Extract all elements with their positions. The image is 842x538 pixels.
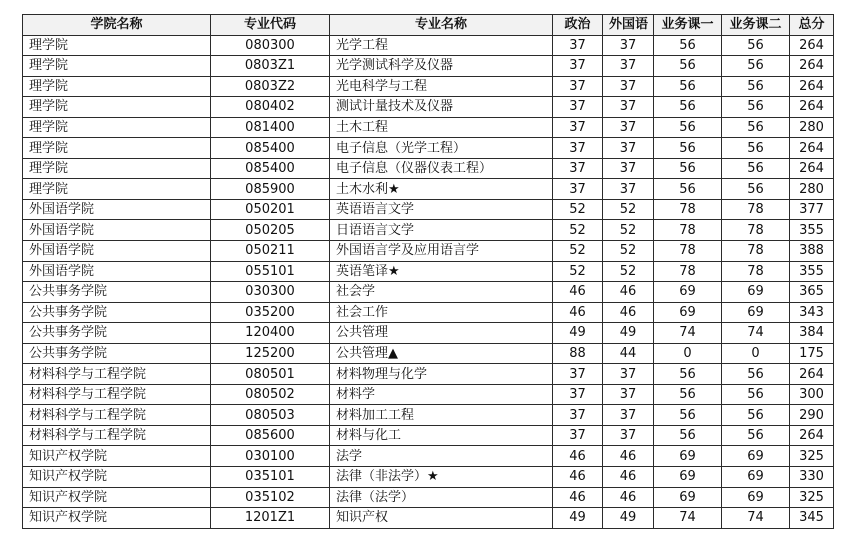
code-cell: 080501 — [211, 364, 330, 385]
subject-two-cell: 74 — [722, 508, 790, 529]
foreign-language-cell: 52 — [603, 220, 654, 241]
total-cell: 388 — [790, 241, 834, 262]
school-cell: 材料科学与工程学院 — [23, 364, 211, 385]
politics-cell: 46 — [553, 282, 603, 303]
subject-one-cell: 56 — [654, 384, 722, 405]
school-cell: 外国语学院 — [23, 261, 211, 282]
score-table — [22, 14, 834, 529]
table-row — [23, 56, 834, 77]
subject-two-cell: 78 — [722, 241, 790, 262]
table-row — [23, 241, 834, 262]
total-cell: 355 — [790, 220, 834, 241]
table-row — [23, 405, 834, 426]
subject-one-cell: 56 — [654, 76, 722, 97]
major-cell: 光学工程 — [330, 35, 553, 56]
table-row — [23, 220, 834, 241]
subject-two-cell: 56 — [722, 117, 790, 138]
politics-cell: 37 — [553, 35, 603, 56]
school-cell: 理学院 — [23, 138, 211, 159]
school-cell: 外国语学院 — [23, 199, 211, 220]
table-row — [23, 384, 834, 405]
total-cell: 343 — [790, 302, 834, 323]
subject-two-cell: 56 — [722, 179, 790, 200]
subject-two-cell: 69 — [722, 282, 790, 303]
major-cell: 外国语言学及应用语言学 — [330, 241, 553, 262]
code-cell: 050211 — [211, 241, 330, 262]
politics-cell: 37 — [553, 364, 603, 385]
header-school: 学院名称 — [23, 15, 211, 36]
school-cell: 外国语学院 — [23, 241, 211, 262]
subject-one-cell: 69 — [654, 487, 722, 508]
politics-cell: 52 — [553, 261, 603, 282]
school-cell: 知识产权学院 — [23, 487, 211, 508]
school-cell: 外国语学院 — [23, 220, 211, 241]
total-cell: 325 — [790, 446, 834, 467]
subject-one-cell: 74 — [654, 323, 722, 344]
school-cell: 知识产权学院 — [23, 508, 211, 529]
subject-two-cell: 78 — [722, 261, 790, 282]
subject-two-cell: 56 — [722, 97, 790, 118]
subject-two-cell: 56 — [722, 364, 790, 385]
school-cell: 理学院 — [23, 97, 211, 118]
subject-one-cell: 56 — [654, 179, 722, 200]
table-body — [23, 35, 834, 528]
subject-two-cell: 78 — [722, 199, 790, 220]
politics-cell: 37 — [553, 97, 603, 118]
major-cell: 土木水利★ — [330, 179, 553, 200]
politics-cell: 37 — [553, 138, 603, 159]
school-cell: 理学院 — [23, 117, 211, 138]
foreign-language-cell: 46 — [603, 282, 654, 303]
politics-cell: 46 — [553, 467, 603, 488]
subject-two-cell: 56 — [722, 35, 790, 56]
total-cell: 365 — [790, 282, 834, 303]
politics-cell: 49 — [553, 508, 603, 529]
table-row — [23, 179, 834, 200]
school-cell: 公共事务学院 — [23, 343, 211, 364]
total-cell: 264 — [790, 35, 834, 56]
code-cell: 035200 — [211, 302, 330, 323]
major-cell: 电子信息（光学工程） — [330, 138, 553, 159]
foreign-language-cell: 37 — [603, 117, 654, 138]
major-cell: 英语笔译★ — [330, 261, 553, 282]
table-row — [23, 97, 834, 118]
code-cell: 1201Z1 — [211, 508, 330, 529]
school-cell: 理学院 — [23, 76, 211, 97]
school-cell: 知识产权学院 — [23, 467, 211, 488]
school-cell: 材料科学与工程学院 — [23, 405, 211, 426]
school-cell: 公共事务学院 — [23, 323, 211, 344]
foreign-language-cell: 52 — [603, 261, 654, 282]
foreign-language-cell: 52 — [603, 241, 654, 262]
subject-one-cell: 56 — [654, 97, 722, 118]
code-cell: 080502 — [211, 384, 330, 405]
table-row — [23, 282, 834, 303]
table-row — [23, 158, 834, 179]
school-cell: 知识产权学院 — [23, 446, 211, 467]
politics-cell: 37 — [553, 425, 603, 446]
code-cell: 080300 — [211, 35, 330, 56]
subject-one-cell: 69 — [654, 282, 722, 303]
total-cell: 345 — [790, 508, 834, 529]
foreign-language-cell: 46 — [603, 487, 654, 508]
major-cell: 光学测试科学及仪器 — [330, 56, 553, 77]
header-row — [23, 15, 834, 36]
subject-two-cell: 78 — [722, 220, 790, 241]
total-cell: 384 — [790, 323, 834, 344]
foreign-language-cell: 37 — [603, 56, 654, 77]
table-row — [23, 425, 834, 446]
code-cell: 120400 — [211, 323, 330, 344]
foreign-language-cell: 44 — [603, 343, 654, 364]
table-row — [23, 487, 834, 508]
subject-two-cell: 69 — [722, 487, 790, 508]
politics-cell: 46 — [553, 487, 603, 508]
total-cell: 300 — [790, 384, 834, 405]
subject-two-cell: 56 — [722, 425, 790, 446]
politics-cell: 52 — [553, 199, 603, 220]
major-cell: 法律（非法学）★ — [330, 467, 553, 488]
header-subject-two: 业务课二 — [722, 15, 790, 36]
subject-one-cell: 0 — [654, 343, 722, 364]
major-cell: 材料学 — [330, 384, 553, 405]
politics-cell: 37 — [553, 56, 603, 77]
table-row — [23, 508, 834, 529]
foreign-language-cell: 37 — [603, 384, 654, 405]
major-cell: 法律（法学） — [330, 487, 553, 508]
foreign-language-cell: 37 — [603, 138, 654, 159]
subject-one-cell: 56 — [654, 35, 722, 56]
major-cell: 光电科学与工程 — [330, 76, 553, 97]
foreign-language-cell: 46 — [603, 467, 654, 488]
major-cell: 日语语言文学 — [330, 220, 553, 241]
total-cell: 325 — [790, 487, 834, 508]
politics-cell: 37 — [553, 117, 603, 138]
total-cell: 264 — [790, 97, 834, 118]
code-cell: 080503 — [211, 405, 330, 426]
header-foreign-language: 外国语 — [603, 15, 654, 36]
foreign-language-cell: 46 — [603, 302, 654, 323]
school-cell: 公共事务学院 — [23, 302, 211, 323]
subject-one-cell: 69 — [654, 302, 722, 323]
foreign-language-cell: 49 — [603, 323, 654, 344]
subject-two-cell: 69 — [722, 446, 790, 467]
subject-one-cell: 56 — [654, 138, 722, 159]
code-cell: 085400 — [211, 158, 330, 179]
table-row — [23, 199, 834, 220]
total-cell: 290 — [790, 405, 834, 426]
code-cell: 085600 — [211, 425, 330, 446]
politics-cell: 88 — [553, 343, 603, 364]
subject-one-cell: 56 — [654, 425, 722, 446]
politics-cell: 37 — [553, 179, 603, 200]
table-row — [23, 261, 834, 282]
code-cell: 125200 — [211, 343, 330, 364]
subject-two-cell: 56 — [722, 405, 790, 426]
subject-two-cell: 69 — [722, 302, 790, 323]
politics-cell: 37 — [553, 76, 603, 97]
table-row — [23, 364, 834, 385]
major-cell: 材料与化工 — [330, 425, 553, 446]
subject-two-cell: 0 — [722, 343, 790, 364]
total-cell: 280 — [790, 179, 834, 200]
subject-one-cell: 56 — [654, 117, 722, 138]
code-cell: 030100 — [211, 446, 330, 467]
subject-one-cell: 56 — [654, 364, 722, 385]
code-cell: 055101 — [211, 261, 330, 282]
politics-cell: 37 — [553, 384, 603, 405]
major-cell: 公共管理 — [330, 323, 553, 344]
table-row — [23, 446, 834, 467]
table-row — [23, 302, 834, 323]
header-politics: 政治 — [553, 15, 603, 36]
foreign-language-cell: 37 — [603, 76, 654, 97]
table-row — [23, 76, 834, 97]
subject-two-cell: 74 — [722, 323, 790, 344]
subject-one-cell: 78 — [654, 241, 722, 262]
header-major: 专业名称 — [330, 15, 553, 36]
foreign-language-cell: 37 — [603, 364, 654, 385]
table-row — [23, 138, 834, 159]
subject-two-cell: 56 — [722, 56, 790, 77]
subject-one-cell: 69 — [654, 467, 722, 488]
total-cell: 280 — [790, 117, 834, 138]
code-cell: 080402 — [211, 97, 330, 118]
major-cell: 知识产权 — [330, 508, 553, 529]
subject-one-cell: 56 — [654, 405, 722, 426]
subject-two-cell: 56 — [722, 138, 790, 159]
total-cell: 264 — [790, 425, 834, 446]
politics-cell: 49 — [553, 323, 603, 344]
school-cell: 理学院 — [23, 35, 211, 56]
subject-two-cell: 56 — [722, 76, 790, 97]
table-row — [23, 323, 834, 344]
politics-cell: 37 — [553, 405, 603, 426]
subject-one-cell: 78 — [654, 199, 722, 220]
total-cell: 264 — [790, 76, 834, 97]
code-cell: 081400 — [211, 117, 330, 138]
foreign-language-cell: 37 — [603, 158, 654, 179]
major-cell: 社会工作 — [330, 302, 553, 323]
table-row — [23, 35, 834, 56]
total-cell: 264 — [790, 364, 834, 385]
code-cell: 085900 — [211, 179, 330, 200]
major-cell: 社会学 — [330, 282, 553, 303]
code-cell: 035102 — [211, 487, 330, 508]
code-cell: 085400 — [211, 138, 330, 159]
table-row — [23, 117, 834, 138]
subject-one-cell: 56 — [654, 56, 722, 77]
subject-one-cell: 78 — [654, 261, 722, 282]
subject-two-cell: 69 — [722, 467, 790, 488]
major-cell: 材料加工工程 — [330, 405, 553, 426]
foreign-language-cell: 49 — [603, 508, 654, 529]
politics-cell: 46 — [553, 446, 603, 467]
total-cell: 355 — [790, 261, 834, 282]
subject-two-cell: 56 — [722, 384, 790, 405]
subject-one-cell: 74 — [654, 508, 722, 529]
school-cell: 理学院 — [23, 158, 211, 179]
politics-cell: 46 — [553, 302, 603, 323]
school-cell: 理学院 — [23, 179, 211, 200]
total-cell: 377 — [790, 199, 834, 220]
foreign-language-cell: 37 — [603, 97, 654, 118]
politics-cell: 52 — [553, 220, 603, 241]
code-cell: 030300 — [211, 282, 330, 303]
major-cell: 电子信息（仪器仪表工程） — [330, 158, 553, 179]
header-total: 总分 — [790, 15, 834, 36]
subject-one-cell: 78 — [654, 220, 722, 241]
total-cell: 264 — [790, 158, 834, 179]
politics-cell: 37 — [553, 158, 603, 179]
major-cell: 英语语言文学 — [330, 199, 553, 220]
subject-one-cell: 69 — [654, 446, 722, 467]
foreign-language-cell: 37 — [603, 405, 654, 426]
school-cell: 理学院 — [23, 56, 211, 77]
foreign-language-cell: 37 — [603, 179, 654, 200]
code-cell: 0803Z1 — [211, 56, 330, 77]
major-cell: 材料物理与化学 — [330, 364, 553, 385]
table-row — [23, 467, 834, 488]
subject-two-cell: 56 — [722, 158, 790, 179]
subject-one-cell: 56 — [654, 158, 722, 179]
major-cell: 法学 — [330, 446, 553, 467]
total-cell: 264 — [790, 138, 834, 159]
foreign-language-cell: 52 — [603, 199, 654, 220]
foreign-language-cell: 37 — [603, 35, 654, 56]
code-cell: 050201 — [211, 199, 330, 220]
foreign-language-cell: 37 — [603, 425, 654, 446]
header-subject-one: 业务课一 — [654, 15, 722, 36]
code-cell: 050205 — [211, 220, 330, 241]
foreign-language-cell: 46 — [603, 446, 654, 467]
table-row — [23, 343, 834, 364]
code-cell: 0803Z2 — [211, 76, 330, 97]
code-cell: 035101 — [211, 467, 330, 488]
header-code: 专业代码 — [211, 15, 330, 36]
politics-cell: 52 — [553, 241, 603, 262]
school-cell: 材料科学与工程学院 — [23, 384, 211, 405]
school-cell: 公共事务学院 — [23, 282, 211, 303]
major-cell: 公共管理▲ — [330, 343, 553, 364]
total-cell: 175 — [790, 343, 834, 364]
total-cell: 264 — [790, 56, 834, 77]
school-cell: 材料科学与工程学院 — [23, 425, 211, 446]
major-cell: 土木工程 — [330, 117, 553, 138]
major-cell: 测试计量技术及仪器 — [330, 97, 553, 118]
total-cell: 330 — [790, 467, 834, 488]
